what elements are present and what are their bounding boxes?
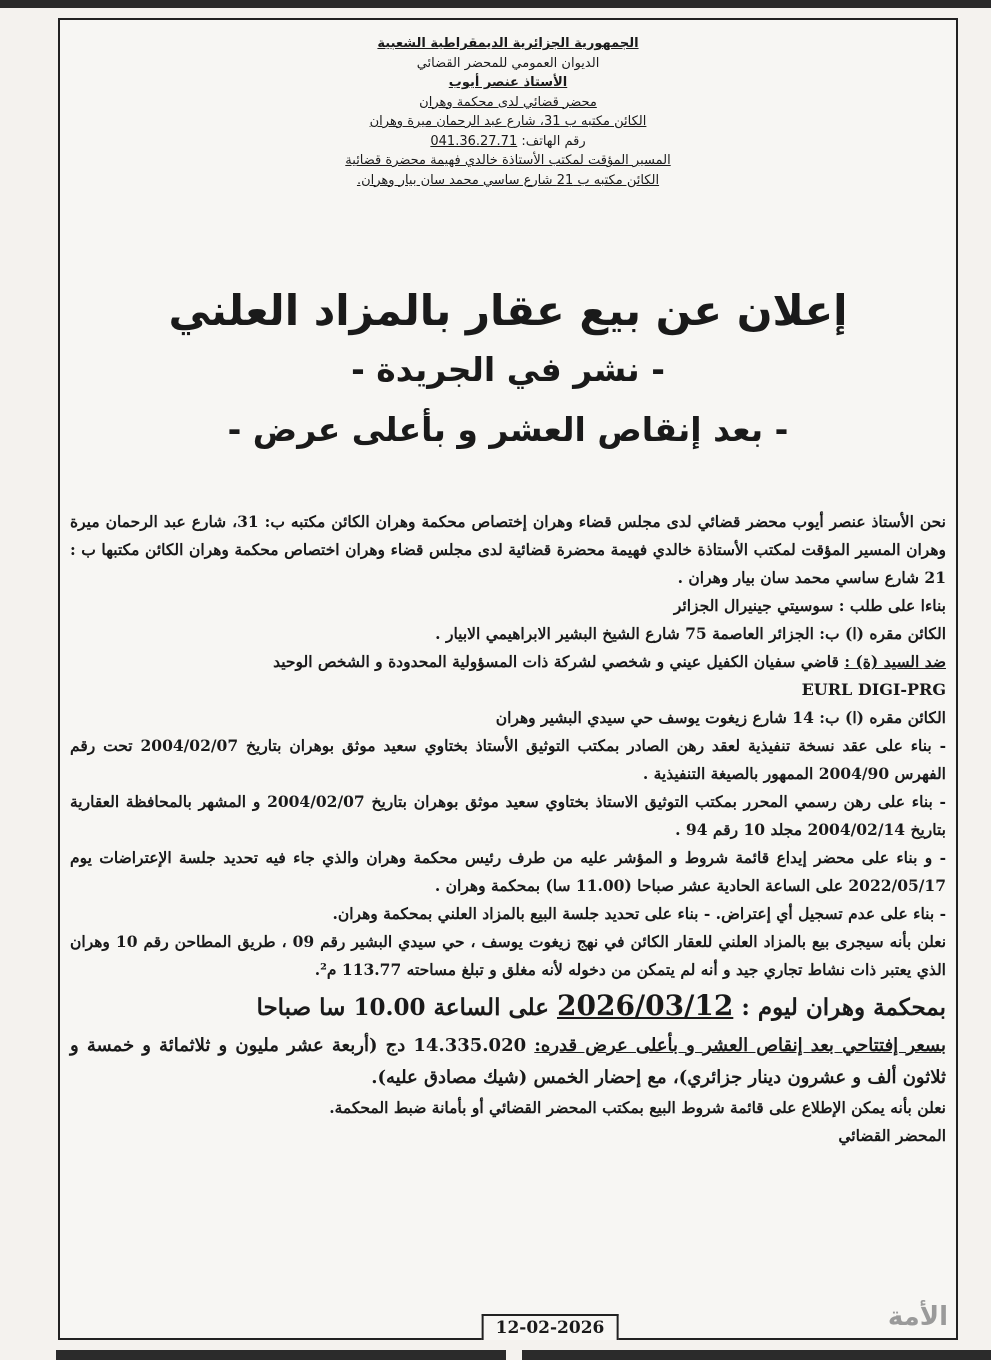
header-line-interim: المسير المؤقت لمكتب الأستاذة خالدي فهيمة محضرة قضائية <box>345 153 671 168</box>
header-line-republic: الجمهورية الجزائرية الديمقراطية الشعبية <box>377 36 639 51</box>
para-conditions-deposit: - و بناء على محضر إيداع قائمة شروط و المؤشر عليه من طرف رئيس محكمة وهران والذي جاء فيه تحديد جلسة الإعتراضات يوم 2022/05/17 على الساعة الحادية عشر صباحا (11.00 سا) بمحكمة وهران . <box>70 848 946 895</box>
sale-prefix: بمحكمة وهران ليوم : <box>741 994 946 1021</box>
defendant-company: EURL DIGI-PRG <box>801 680 946 699</box>
para-consultation: نعلن بأنه يمكن الإطلاع على قائمة شروط البيع بمكتب المحضر القضائي أو بأمانة ضبط المحكمة. <box>329 1098 946 1117</box>
price-value: 14.335.020 دج (أربعة عشر مليون و ثلاثمائة و خمسة و ثلاثون ألف و عشرون دينار جزائري)، مع إحضار الخمس (شيك مصادق عليه). <box>70 1035 946 1088</box>
para-mortgage: - بناء على رهن رسمي المحرر بمكتب التوثيق الاستاذ بختاوي سعيد موثق بوهران بتاريخ 2004/02/07 و المشهر بالمحافظة العقارية بتاريخ 2004/02/14 مجلد 10 رقم 94 . <box>70 792 946 839</box>
announcement-frame <box>58 18 958 1340</box>
announcement-body <box>70 508 946 1150</box>
para-enforcement-deed: - بناء على عقد نسخة تنفيذية لعقد رهن الصادر بمكتب التوثيق الأستاذ بختاوي سعيد موثق بوهران بتاريخ 2004/02/07 تحت رقم الفهرس 2004/90 الممهور بالصيغة التنفيذية . <box>70 736 947 783</box>
bottom-rule-left <box>56 1350 506 1360</box>
para-requester-address: الكائن مقره (ا) ب: الجزائر العاصمة 75 شارع الشيخ البشير الابراهيمي الابيار . <box>435 624 946 643</box>
phone-label: رقم الهاتف: <box>521 133 586 149</box>
header-line-address: الكائن مكتبه ب 31، شارع عبد الرحمان ميرة وهران <box>369 114 647 129</box>
announcement-title-block <box>60 282 956 460</box>
header-line-office: الديوان العمومي للمحضر القضائي <box>416 55 600 71</box>
sale-date-line <box>70 984 946 1030</box>
para-no-objection: - بناء على عدم تسجيل أي إعتراض. - بناء على تحديد جلسة البيع بالمزاد العلني بمحكمة وهران. <box>332 904 946 923</box>
announcement-subtitle-newspaper: - نشر في الجريدة - <box>351 350 665 389</box>
defendant-label: ضد السيد (ة) : <box>844 652 946 671</box>
top-rule <box>0 0 991 8</box>
bottom-rule-right <box>522 1350 991 1360</box>
announcement-title: إعلان عن بيع عقار بالمزاد العلني <box>168 286 848 335</box>
phone-number: 041.36.27.71 <box>430 133 518 149</box>
signature: المحضر القضائي <box>838 1126 946 1145</box>
price-label: بسعر إفتتاحي بعد إنقاص العشر و بأعلى عرض قدره: <box>534 1035 946 1056</box>
para-request: بناءا على طلب : سوسيتي جينيرال الجزائر <box>673 596 946 615</box>
header-line-interim-address: الكائن مكتبه ب 21 شارع ساسي محمد سان بيار وهران. <box>356 172 660 188</box>
newspaper-logo: الأمة <box>887 1302 948 1332</box>
announcement-subtitle-terms: - بعد إنقاص العشر و بأعلى عرض - <box>227 410 789 449</box>
bottom-rule <box>0 1346 991 1360</box>
defendant-text: قاضي سفيان الكفيل عيني و شخصي لشركة ذات المسؤولية المحدودة و الشخص الوحيد <box>273 652 839 671</box>
sale-time: على الساعة 10.00 سا صباحا <box>256 994 549 1021</box>
para-defendant <box>70 648 946 704</box>
para-defendant-address: الكائن مقره (ا) ب: 14 شارع زيغوت يوسف حي سيدي البشير وهران <box>495 708 946 727</box>
header-line-phone <box>60 132 956 152</box>
para-property: نعلن بأنه سيجرى بيع بالمزاد العلني للعقار الكائن في نهج زيغوت يوسف ، حي سيدي البشير رقم 09 ، طريق المطاحن رقم 10 وهران الذي يعتبر ذات نشاط تجاري جيد و أنه لم يتمكن من دخوله لأنه مغلق و تبلغ مساحته 113.77 م². <box>70 932 947 979</box>
para-intro: نحن الأستاذ عنصر أيوب محضر قضائي لدى مجلس قضاء وهران إختصاص محكمة وهران الكائن مكتبه ب: 31، شارع عبد الرحمان ميرة وهران المسير المؤقت لمكتب الأستاذة خالدي فهيمة محضرة قضائية لدى مجلس قضاء وهران اختصاص محكمة وهران الكائن مكتبها ب : 21 شارع ساسي محمد سان بيار وهران . <box>70 512 946 587</box>
publication-date: 12-02-2026 <box>482 1314 619 1340</box>
header-line-bailiff-role: محضر قضائي لدى محكمة وهران <box>419 94 597 110</box>
header-line-bailiff-name: الأستاذ عنصر أيوب <box>448 75 568 90</box>
price-line <box>70 1030 946 1094</box>
letterhead <box>60 34 956 190</box>
sale-date: 2026/03/12 <box>557 989 734 1022</box>
